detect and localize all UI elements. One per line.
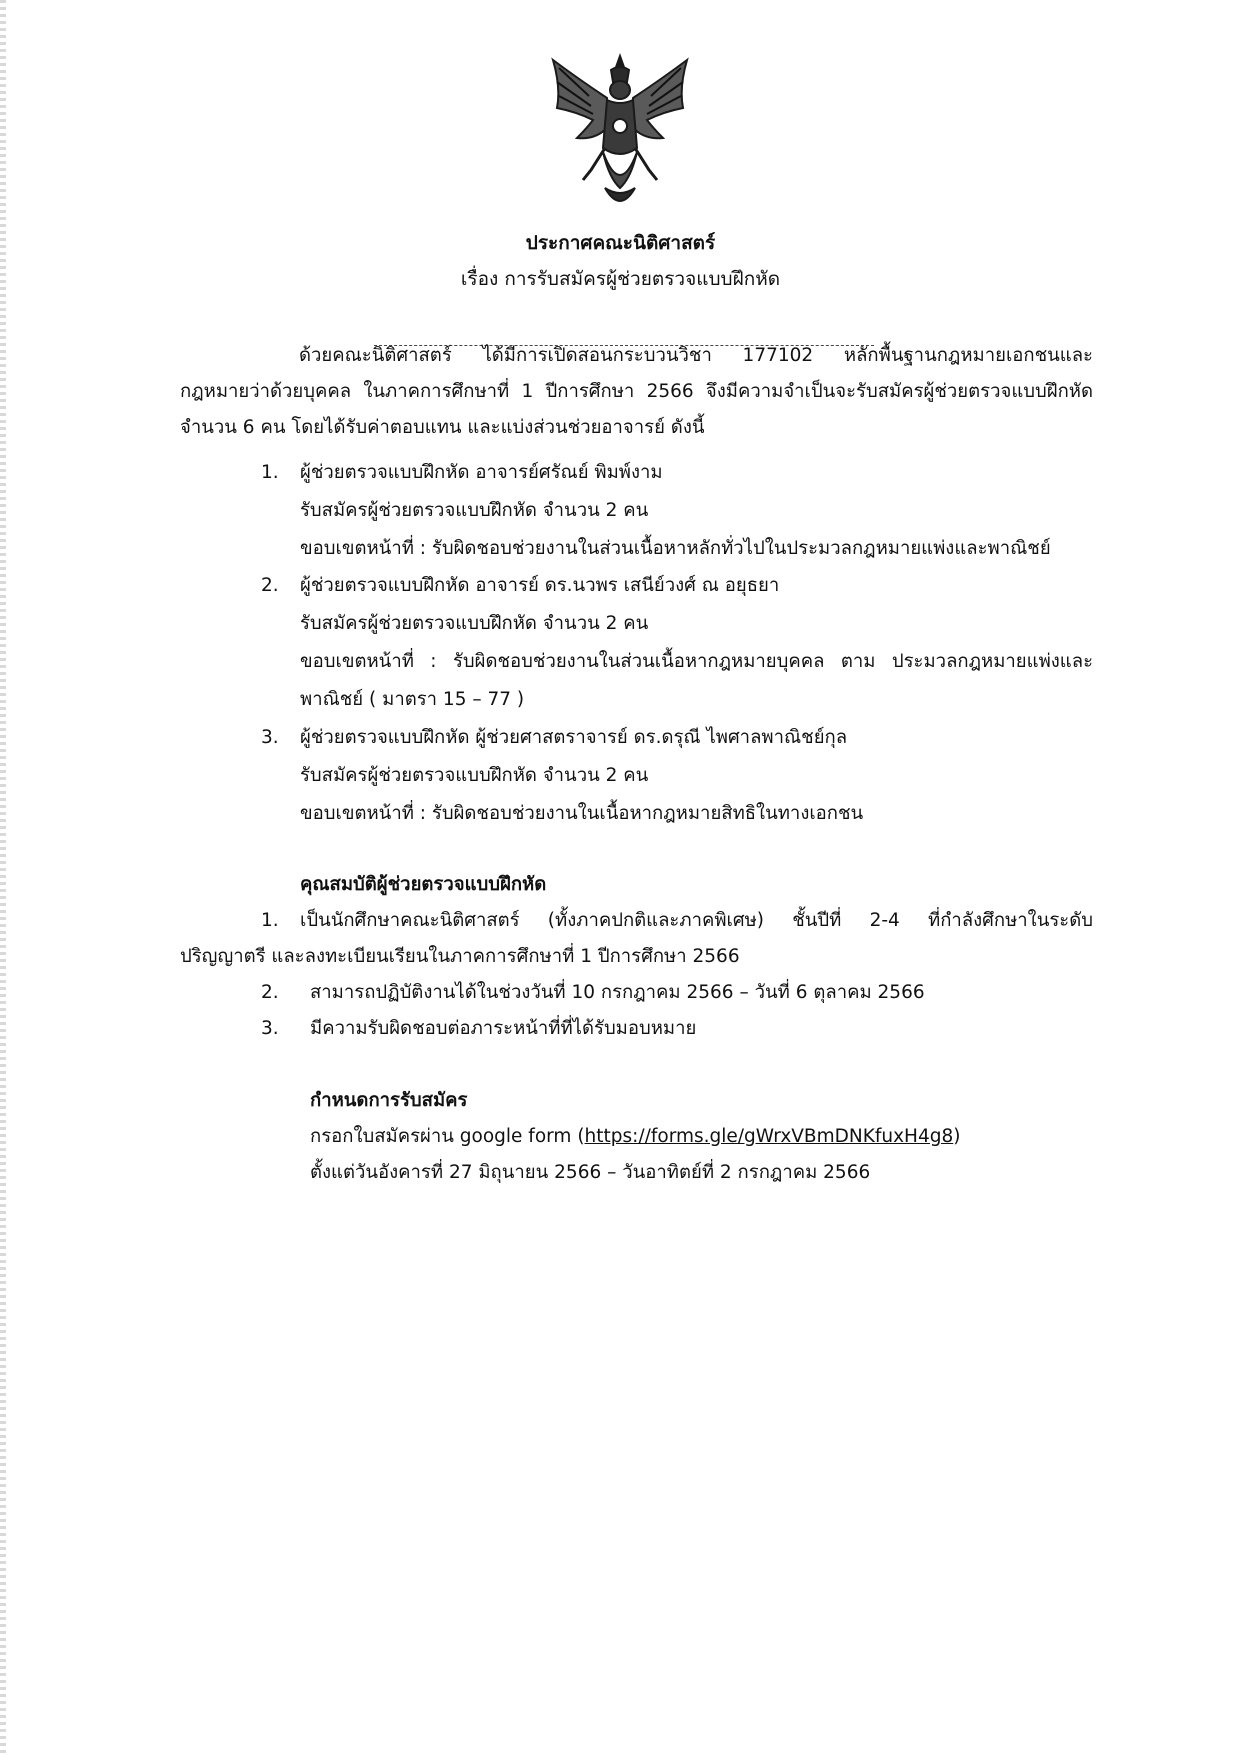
position-scope: พาณิชย์ ( มาตรา 15 – 77 ) — [300, 689, 525, 710]
scan-edge — [0, 0, 6, 1755]
intro-line: ด้วยคณะนิติศาสตร์ ได้มีการเปิดสอนกระบวนวิชา 177102 หลักพื้นฐานกฎหมายเอกชนและ — [299, 345, 1093, 366]
google-form-link[interactable]: https://forms.gle/gWrxVBmDNKfuxH4g8 — [584, 1126, 954, 1147]
garuda-emblem-icon — [547, 48, 693, 216]
position-number: 3. — [261, 727, 279, 748]
announcement-subject: เรื่อง การรับสมัครผู้ช่วยตรวจแบบฝึกหัด — [460, 268, 781, 290]
qualification-number: 2. — [261, 982, 279, 1003]
qualification-item: ปริญญาตรี และลงทะเบียนเรียนในภาคการศึกษาที่ 1 ปีการศึกษา 2566 — [180, 946, 740, 967]
qualifications-heading: คุณสมบัติผู้ช่วยตรวจแบบฝึกหัด — [300, 874, 547, 895]
application-form-line — [310, 1124, 960, 1150]
qualification-number: 3. — [261, 1018, 279, 1039]
announcement-title: ประกาศคณะนิติศาสตร์ — [525, 232, 716, 254]
position-lecturer: ผู้ช่วยตรวจแบบฝึกหัด ผู้ช่วยศาสตราจารย์ ดร.ดรุณี ไพศาลพาณิชย์กุล — [300, 727, 848, 748]
position-count: รับสมัครผู้ช่วยตรวจแบบฝึกหัด จำนวน 2 คน — [300, 613, 649, 634]
qualification-number: 1. — [261, 910, 279, 931]
qualification-item: สามารถปฏิบัติงานได้ในช่วงวันที่ 10 กรกฎาคม 2566 – วันที่ 6 ตุลาคม 2566 — [310, 982, 925, 1003]
intro-line: จำนวน 6 คน โดยได้รับค่าตอบแทน และแบ่งส่วนช่วยอาจารย์ ดังนี้ — [180, 417, 705, 438]
position-count: รับสมัครผู้ช่วยตรวจแบบฝึกหัด จำนวน 2 คน — [300, 765, 649, 786]
qualification-item: เป็นนักศึกษาคณะนิติศาสตร์ (ทั้งภาคปกติและภาคพิเศษ) ชั้นปีที่ 2-4 ที่กำลังศึกษาในระดับ — [300, 910, 1093, 931]
position-number: 2. — [261, 575, 279, 596]
position-count: รับสมัครผู้ช่วยตรวจแบบฝึกหัด จำนวน 2 คน — [300, 500, 649, 521]
form-suffix: ) — [953, 1126, 961, 1147]
form-prefix: กรอกใบสมัครผ่าน google form ( — [310, 1126, 585, 1147]
position-number: 1. — [261, 462, 279, 483]
position-scope: ขอบเขตหน้าที่ : รับผิดชอบช่วยงานในส่วนเนื้อหาหลักทั่วไปในประมวลกฎหมายแพ่งและพาณิชย์ — [300, 538, 1051, 559]
application-period: ตั้งแต่วันอังคารที่ 27 มิถุนายน 2566 – วันอาทิตย์ที่ 2 กรกฎาคม 2566 — [310, 1162, 871, 1183]
intro-line: กฎหมายว่าด้วยบุคคล ในภาคการศึกษาที่ 1 ปีการศึกษา 2566 จึงมีความจำเป็นจะรับสมัครผู้ช่วยตรวจแบบฝึกหัด — [180, 381, 1093, 402]
position-lecturer: ผู้ช่วยตรวจแบบฝึกหัด อาจารย์ศรัณย์ พิมพ์งาม — [300, 462, 663, 483]
position-scope: ขอบเขตหน้าที่ : รับผิดชอบช่วยงานในส่วนเนื้อหากฎหมายบุคคล ตาม ประมวลกฎหมายแพ่งและ — [300, 651, 1093, 672]
position-lecturer: ผู้ช่วยตรวจแบบฝึกหัด อาจารย์ ดร.นวพร เสนีย์วงศ์ ณ อยุธยา — [300, 575, 780, 596]
position-scope: ขอบเขตหน้าที่ : รับผิดชอบช่วยงานในเนื้อหากฎหมายสิทธิในทางเอกชน — [300, 803, 864, 824]
qualification-item: มีความรับผิดชอบต่อภาระหน้าที่ที่ได้รับมอบหมาย — [310, 1018, 697, 1039]
application-heading: กำหนดการรับสมัคร — [310, 1090, 468, 1111]
